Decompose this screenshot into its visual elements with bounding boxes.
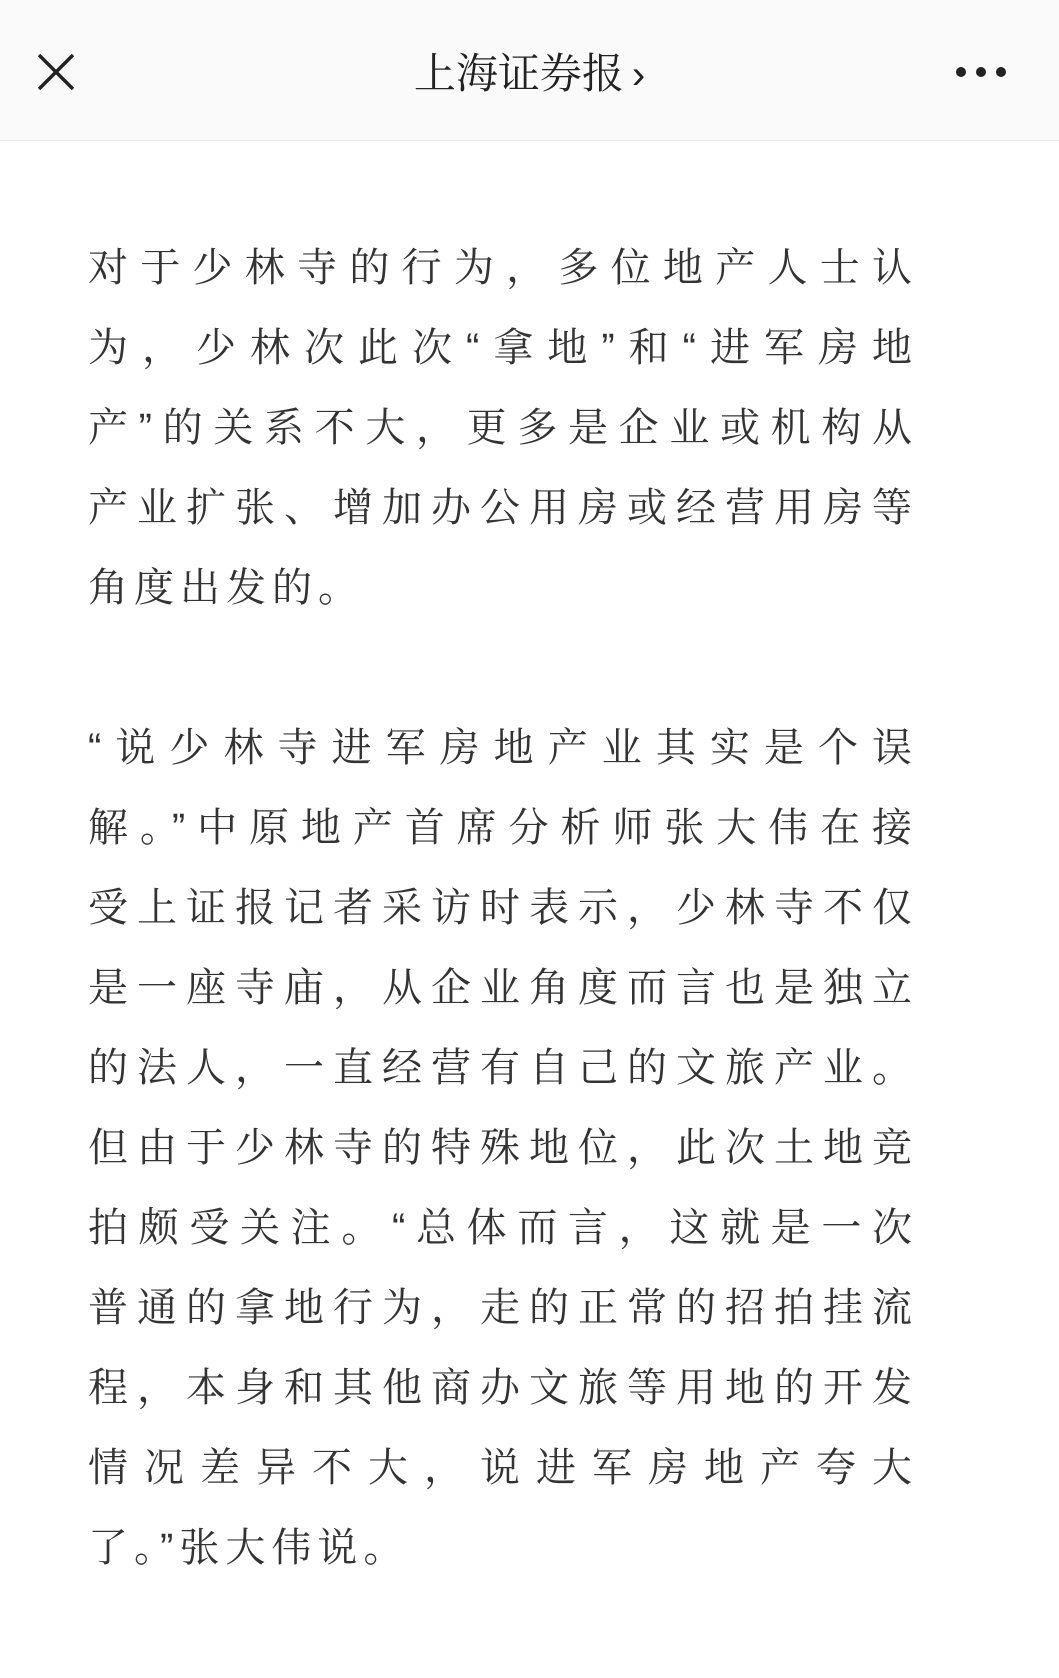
article-paragraph: [88, 718, 918, 1598]
paragraph-line: 解。”中原地产首席分析师张大伟在接: [88, 806, 918, 850]
account-title-link[interactable]: [0, 48, 1059, 101]
paragraph-line: 程，本身和其他商办文旅等用地的开发: [88, 1366, 918, 1410]
article-paragraph: [88, 238, 918, 638]
more-icon: [953, 60, 1009, 84]
paragraph-line: 了。”张大伟说。: [88, 1526, 410, 1570]
paragraph-line: 角度出发的。: [88, 566, 364, 610]
paragraph-line: 的法人，一直经营有自己的文旅产业。: [88, 1046, 918, 1090]
paragraph-line: 普通的拿地行为，走的正常的招拍挂流: [88, 1286, 918, 1330]
chevron-right-icon: ›: [631, 53, 646, 97]
paragraph-line: 是一座寺庙，从企业角度而言也是独立: [88, 966, 918, 1010]
paragraph-line: 产”的关系不大，更多是企业或机构从: [88, 406, 918, 450]
paragraph-line: 情况差异不大，说进军房地产夸大: [88, 1446, 918, 1490]
paragraph-line: 为，少林次此次“拿地”和“进军房地: [88, 326, 918, 370]
paragraph-line: 受上证报记者采访时表示，少林寺不仅: [88, 886, 918, 930]
paragraph-line: “说少林寺进军房地产业其实是个误: [88, 726, 918, 770]
more-button[interactable]: [953, 60, 1009, 84]
top-nav-bar: [0, 0, 1059, 141]
article-body: [88, 238, 918, 1678]
account-name: 上海证券报: [413, 50, 624, 97]
paragraph-line: 产业扩张、增加办公用房或经营用房等: [88, 486, 918, 530]
paragraph-line: 对于少林寺的行为，多位地产人士认: [88, 246, 918, 290]
paragraph-line: 拍颇受关注。“总体而言，这就是一次: [88, 1206, 918, 1250]
paragraph-line: 但由于少林寺的特殊地位，此次土地竞: [88, 1126, 918, 1170]
